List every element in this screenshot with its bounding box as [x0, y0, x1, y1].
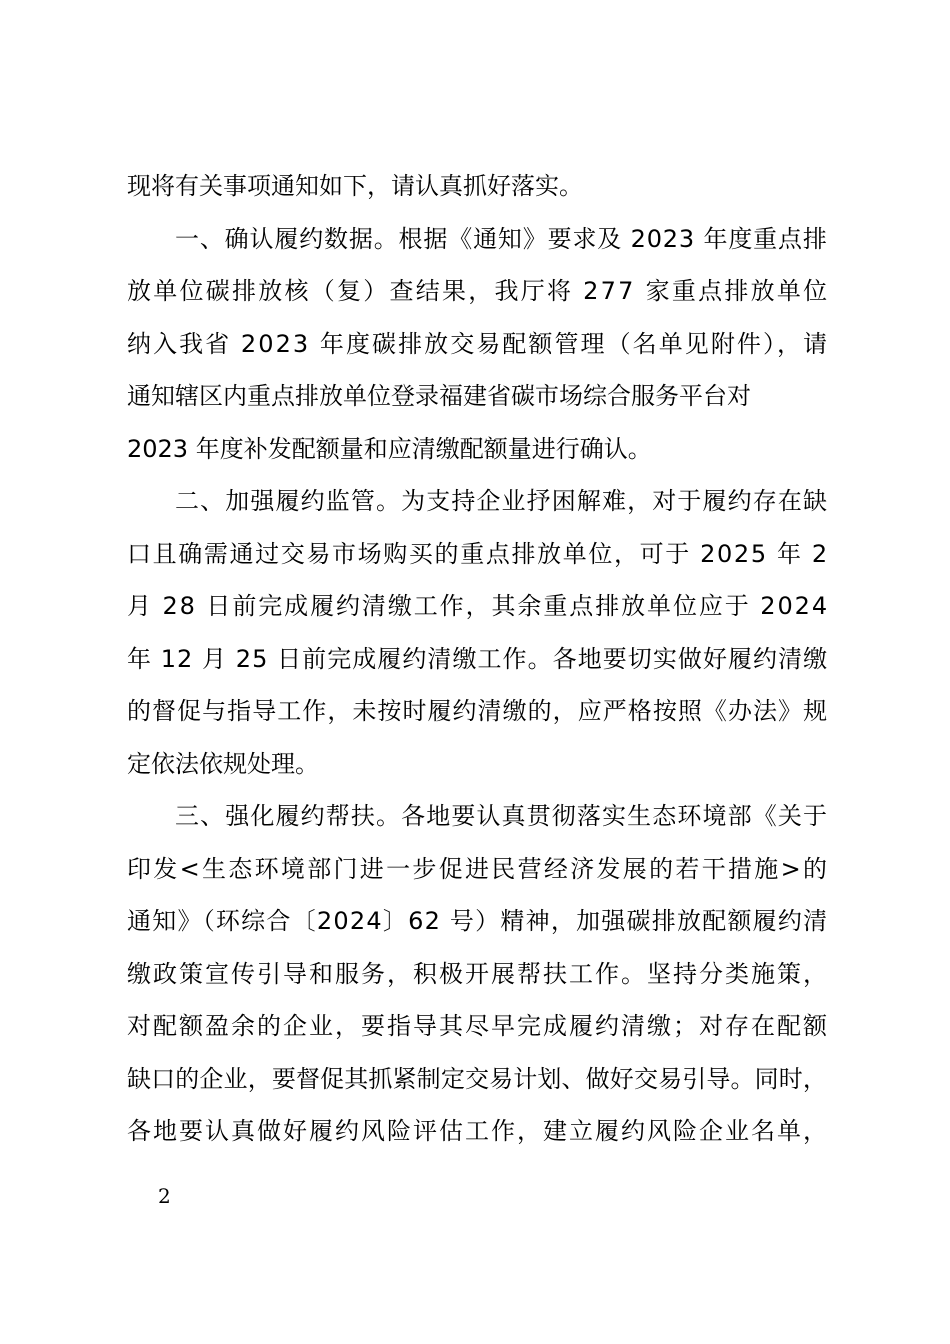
- text-line: 口且确需通过交易市场购买的重点排放单位，可于 2025 年 2: [127, 539, 829, 568]
- text-line: 印发<生态环境部门进一步促进民营经济发展的若干措施>的: [127, 854, 830, 883]
- text-line: 缴政策宣传引导和服务，积极开展帮扶工作。坚持分类施策，: [127, 959, 829, 988]
- paragraph-first-line: 二、加强履约监管。为支持企业抒困解难，对于履约存在缺: [175, 487, 829, 515]
- text-line: 纳入我省 2023 年度碳排放交易配额管理（名单见附件），请: [127, 329, 830, 358]
- text-line: 各地要认真做好履约风险评估工作，建立履约风险企业名单，: [127, 1117, 829, 1145]
- text-line: 年 12 月 25 日前完成履约清缴工作。各地要切实做好履约清缴: [127, 644, 829, 673]
- page-number: 2: [158, 1184, 171, 1208]
- text-line: 月 28 日前完成履约清缴工作，其余重点排放单位应于 2024: [127, 592, 830, 620]
- paragraph-first-line: 一、确认履约数据。根据《通知》要求及 2023 年度重点排: [175, 224, 828, 253]
- text-line: 现将有关事项通知如下，请认真抓好落实。: [127, 172, 583, 200]
- text-line: 缺口的企业，要督促其抓紧制定交易计划、做好交易引导。同时，: [127, 1064, 828, 1093]
- text-line: 通知》（环综合〔2024〕62 号）精神，加强碳排放配额履约清: [127, 907, 829, 935]
- body-text: [127, 160, 830, 1158]
- text-line: 通知辖区内重点排放单位登录福建省碳市场综合服务平台对: [127, 382, 751, 410]
- text-line: 2023 年度补发配额量和应清缴配额量进行确认。: [127, 434, 652, 463]
- paragraph-first-line: 三、强化履约帮扶。各地要认真贯彻落实生态环境部《关于: [175, 802, 829, 830]
- text-line: 的督促与指导工作，未按时履约清缴的，应严格按照《办法》规: [127, 697, 829, 725]
- text-line: 放单位碳排放核（复）查结果，我厅将 277 家重点排放单位: [127, 277, 830, 305]
- text-line: 定依法依规处理。: [127, 749, 319, 778]
- text-line: 对配额盈余的企业，要指导其尽早完成履约清缴；对存在配额: [127, 1012, 829, 1040]
